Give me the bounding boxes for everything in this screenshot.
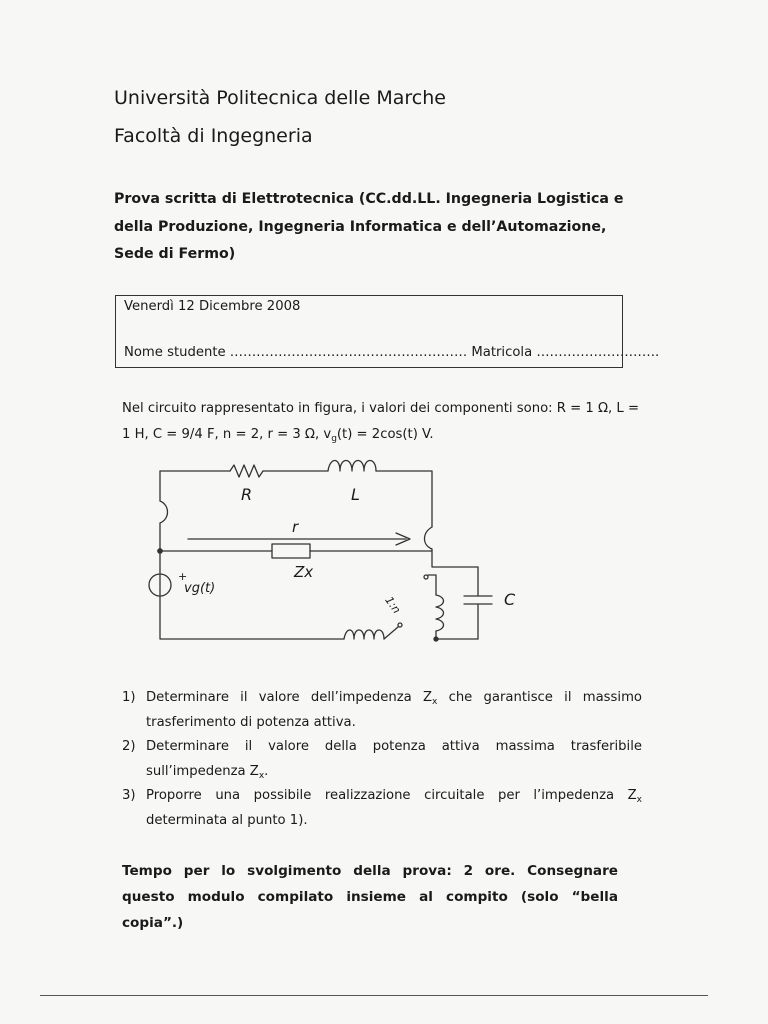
- time-instructions: Tempo per lo svolgimento della prova: 2 ore. Consegnare questo modulo compilato insieme al compito (solo “bella copia”.): [122, 863, 618, 931]
- question-item: [122, 686, 642, 735]
- left-wire-top: [160, 471, 168, 551]
- question-number: 2): [122, 739, 136, 754]
- question-text: Determinare il valore della potenza attiva massima trasferibile sull’impedenza Z: [146, 739, 642, 779]
- question-item: [122, 735, 642, 784]
- label-vg: vg(t): [184, 581, 216, 596]
- inductor-bottom: [344, 630, 384, 639]
- transformer-bottom-wire: [436, 631, 478, 639]
- question-item: [122, 784, 642, 833]
- left-wire-bottom: [160, 596, 344, 639]
- label-l-inductor: L: [351, 485, 360, 504]
- question-subscript: x: [636, 795, 642, 805]
- label-ratio: 1:n: [382, 594, 404, 616]
- question-text: Determinare il valore dell’impedenza Z: [146, 690, 432, 705]
- right-bump: [425, 527, 433, 551]
- problem-text-subscript: g: [331, 434, 337, 444]
- problem-text-part1: Nel circuito rappresentato in figura, i valori dei componenti sono: R = 1 Ω, L = 1 H, C = 9/4 F, n = 2, r = 3 Ω, v: [122, 401, 640, 442]
- question-text-end: determinata al punto 1).: [146, 812, 308, 828]
- transformer-node-bottom: [398, 623, 402, 627]
- label-source-plus: +: [178, 570, 188, 583]
- problem-statement: [122, 396, 640, 448]
- question-number: 1): [122, 690, 136, 705]
- inductor-l: [328, 461, 376, 472]
- faculty-name: Facoltà di Ingegneria: [114, 125, 313, 147]
- zx-box: [272, 544, 310, 558]
- student-name-matricola-line: Nome studente ……………………………………………… Matricola ……………………….: [124, 345, 660, 360]
- student-info-box: [115, 295, 660, 368]
- middle-wire-right: [310, 551, 478, 567]
- question-text-end: che garantisce il massimo trasferimento di potenza attiva.: [146, 690, 642, 730]
- label-zx: Zx: [294, 563, 314, 581]
- node-right-bottom: [434, 637, 438, 641]
- exam-title: Prova scritta di Elettrotecnica (CC.dd.LL. Ingegneria Logistica e della Produzione, Ingegneria Informatica e dell’Automazione, Sede di Fermo): [114, 191, 624, 262]
- bottom-divider: [40, 995, 708, 996]
- transformer-coil: [436, 595, 444, 631]
- resistor-r: [230, 465, 263, 477]
- problem-text-part2: (t) = 2cos(t) V.: [336, 427, 434, 442]
- exam-date: Venerdì 12 Dicembre 2008: [124, 299, 301, 314]
- circuit-diagram: [148, 455, 528, 665]
- bottom-wire-to-transformer: [384, 627, 398, 639]
- question-number: 3): [122, 788, 136, 803]
- label-c-capacitor: C: [504, 590, 516, 609]
- question-text: Proporre una possibile realizzazione circuitale per l’impedenza Z: [146, 788, 637, 803]
- question-list: [122, 686, 642, 833]
- question-text-end: .: [264, 763, 269, 779]
- university-name: Università Politecnica delle Marche: [114, 87, 446, 109]
- transformer-node-top: [424, 575, 428, 579]
- top-wire-right: [376, 471, 432, 527]
- label-r-resistor: R: [241, 485, 253, 504]
- question-subscript: x: [258, 770, 265, 781]
- transformer-top-wire: [428, 575, 436, 595]
- question-subscript: x: [432, 697, 438, 707]
- label-r-arrow: r: [292, 518, 299, 536]
